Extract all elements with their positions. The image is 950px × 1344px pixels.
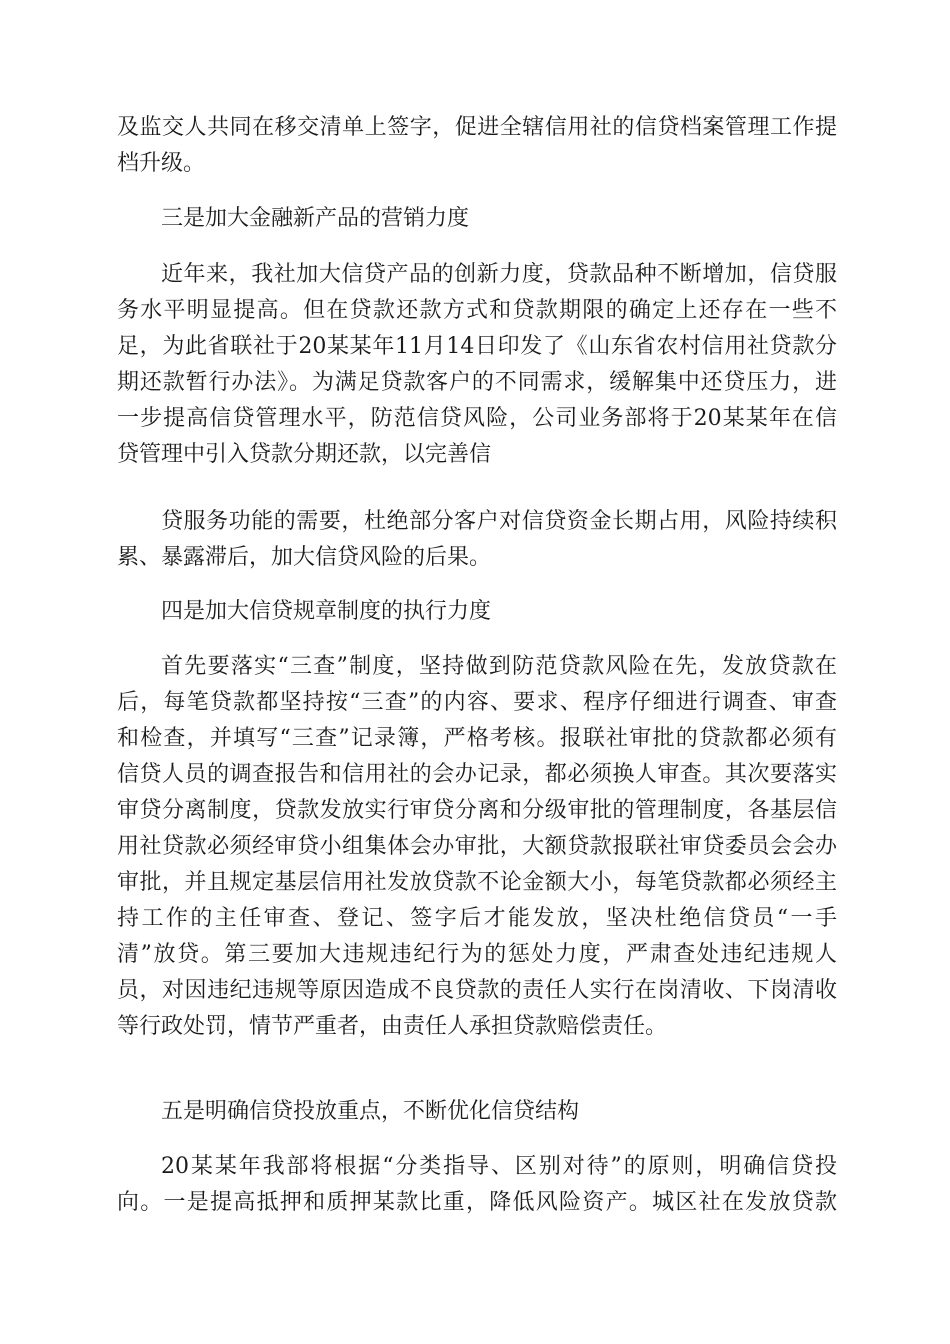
text-line: 首先要落实“三查”制度，坚持做到防范贷款风险在先，发放贷款在 [161, 654, 837, 679]
text-line: 一步提高信贷管理水平，防范信贷风险，公司业务部将于20某某年在信 [117, 406, 837, 431]
paragraph-p5 [117, 1149, 837, 1221]
text-line: 贷服务功能的需要，杜绝部分客户对信贷资金长期占用，风险持续积 [161, 509, 837, 534]
text-line: 及监交人共同在移交清单上签字，促进全辖信用社的信贷档案管理工作提 [117, 115, 837, 140]
section-heading-3 [117, 201, 837, 237]
text-line: 等行政处罚，情节严重者，由责任人承担贷款赔偿责任。 [117, 1014, 668, 1039]
text-line: 持工作的主任审查、登记、签字后才能发放，坚决杜绝信贷员“一手 [117, 906, 837, 931]
text-line: 用社贷款必须经审贷小组集体会办审批，大额贷款报联社审贷委员会会办 [117, 834, 837, 859]
text-line: 信贷人员的调查报告和信用社的会办记录，都必须换人审查。其次要落实 [117, 762, 837, 787]
text-line: 后，每笔贷款都坚持按“三查”的内容、要求、程序仔细进行调查、审查 [117, 690, 837, 715]
paragraph-p2 [117, 257, 837, 473]
section-heading-5 [117, 1094, 837, 1130]
text-line: 足，为此省联社于20某某年11月14日印发了《山东省农村信用社贷款分 [117, 334, 837, 359]
paragraph-p4 [117, 649, 837, 1045]
text-line: 档升级。 [117, 151, 206, 176]
text-line: 贷管理中引入贷款分期还款，以完善信 [117, 442, 492, 467]
paragraph-p3 [117, 504, 837, 576]
text-line: 员，对因违纪违规等原因造成不良贷款的责任人实行在岗清收、下岗清收 [117, 978, 837, 1003]
text-line: 审贷分离制度，贷款发放实行审贷分离和分级审批的管理制度，各基层信 [117, 798, 837, 823]
paragraph-p1 [117, 110, 837, 182]
text-line: 和检查，并填写“三查”记录簿，严格考核。报联社审批的贷款都必须有 [117, 726, 837, 751]
text-line: 务水平明显提高。但在贷款还款方式和贷款期限的确定上还存在一些不 [117, 298, 837, 323]
text-line: 审批，并且规定基层信用社发放贷款不论金额大小，每笔贷款都必须经主 [117, 870, 837, 895]
text-line: 近年来，我社加大信贷产品的创新力度，贷款品种不断增加，信贷服 [161, 262, 837, 287]
text-line: 清”放贷。第三要加大违规违纪行为的惩处力度，严肃查处违纪违规人 [117, 942, 837, 967]
text-line: 20某某年我部将根据“分类指导、区别对待”的原则，明确信贷投 [161, 1154, 837, 1179]
section-heading-4 [117, 594, 837, 630]
heading-text: 五是明确信贷投放重点，不断优化信贷结构 [161, 1099, 580, 1124]
heading-text: 四是加大信贷规章制度的执行力度 [161, 599, 492, 624]
text-line: 期还款暂行办法》。为满足贷款客户的不同需求，缓解集中还贷压力，进 [117, 370, 837, 395]
text-line: 向。一是提高抵押和质押某款比重，降低风险资产。城区社在发放贷款 [117, 1190, 837, 1215]
heading-text: 三是加大金融新产品的营销力度 [161, 206, 470, 231]
text-line: 累、暴露滞后，加大信贷风险的后果。 [117, 545, 492, 570]
